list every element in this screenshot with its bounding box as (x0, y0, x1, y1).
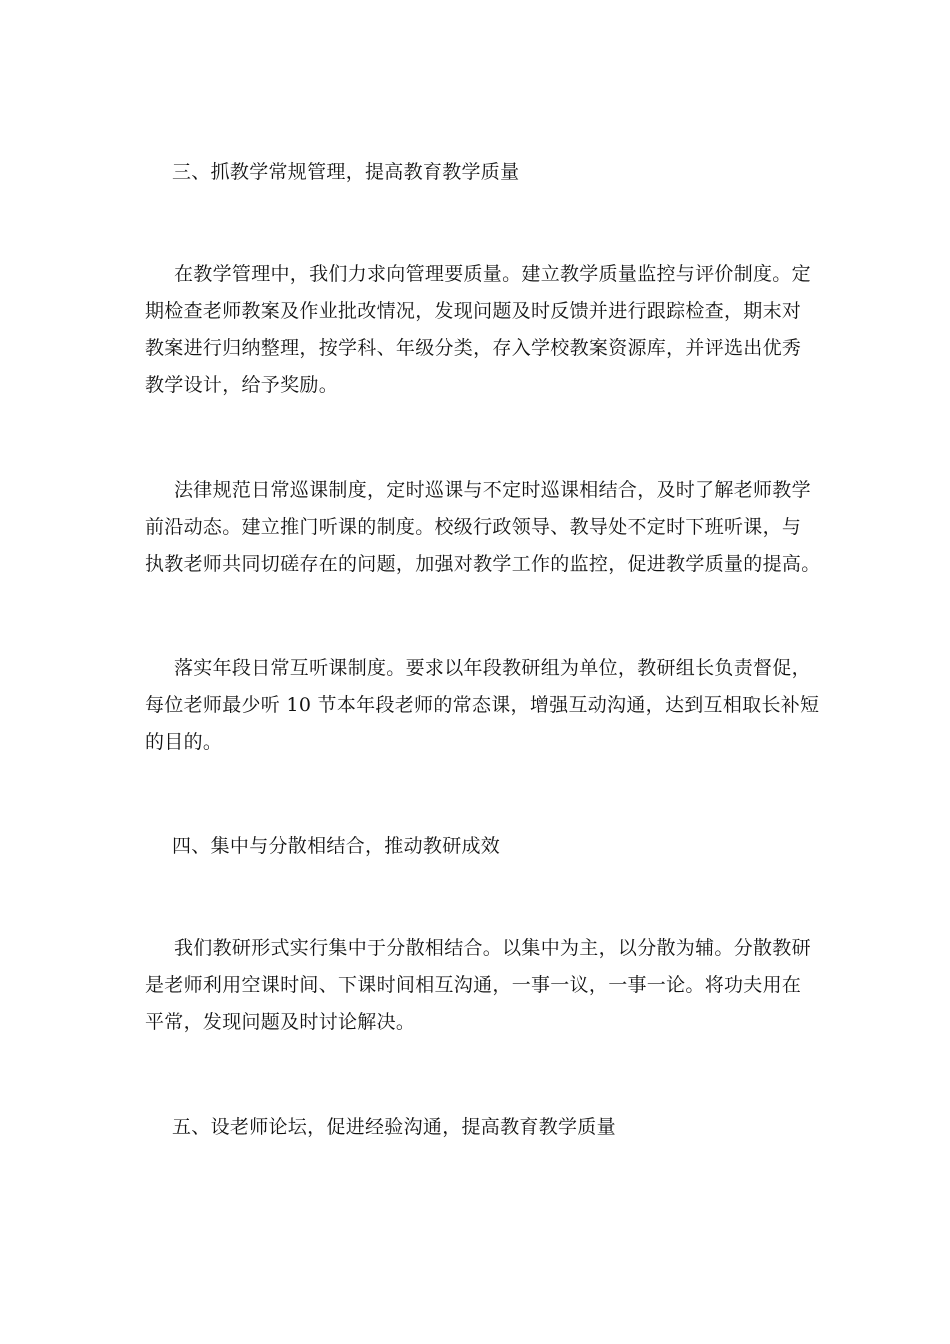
paragraph-research-format (145, 930, 815, 1041)
paragraph-line: 落实年段日常互听课制度。要求以年段教研组为单位，教研组长负责督促， (174, 657, 811, 679)
paragraph-line: 法律规范日常巡课制度，定时巡课与不定时巡课相结合，及时了解老师教学 (174, 479, 811, 501)
section-heading-4 (172, 828, 812, 865)
paragraph-line: 在教学管理中，我们力求向管理要质量。建立教学质量监控与评价制度。定 (174, 263, 811, 285)
paragraph-line: 教学设计，给予奖励。 (145, 374, 339, 396)
paragraph-line: 是老师利用空课时间、下课时间相互沟通，一事一议，一事一论。将功夫用在 (145, 974, 802, 996)
heading-text: 三、抓教学常规管理，提高教育教学质量 (172, 161, 520, 183)
paragraph-line: 的目的。 (145, 731, 223, 753)
paragraph-line: 每位老师最少听 10 节本年段老师的常态课，增强互动沟通，达到互相取长补短 (145, 694, 820, 716)
paragraph-line: 教案进行归纳整理，按学科、年级分类，存入学校教案资源库，并评选出优秀 (145, 337, 802, 359)
paragraph-line: 前沿动态。建立推门听课的制度。校级行政领导、教导处不定时下班听课，与 (145, 516, 802, 538)
paragraph-line: 执教老师共同切磋存在的问题，加强对教学工作的监控，促进教学质量的提高。 (145, 553, 821, 575)
paragraph-teaching-management (145, 256, 815, 404)
paragraph-peer-observation (145, 650, 820, 761)
heading-text: 四、集中与分散相结合，推动教研成效 (172, 835, 501, 857)
heading-text: 五、设老师论坛，促进经验沟通，提高教育教学质量 (172, 1116, 616, 1138)
paragraph-line: 平常，发现问题及时讨论解决。 (145, 1011, 416, 1033)
section-heading-5 (172, 1109, 812, 1146)
paragraph-patrol-system (145, 472, 821, 583)
paragraph-line: 期检查老师教案及作业批改情况，发现问题及时反馈并进行跟踪检查，期末对 (145, 300, 802, 322)
section-heading-3 (172, 154, 812, 191)
paragraph-line: 我们教研形式实行集中于分散相结合。以集中为主，以分散为辅。分散教研 (174, 937, 811, 959)
